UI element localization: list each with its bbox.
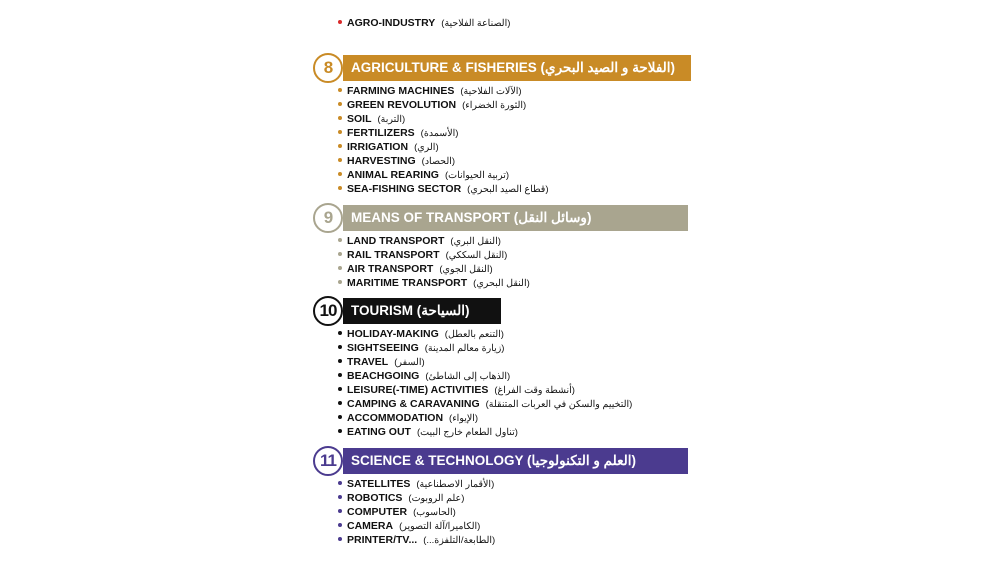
section-number-badge: 9 [313, 203, 343, 233]
bullet-icon [338, 130, 342, 134]
bullet-icon [338, 373, 342, 377]
list-item: SIGHTSEEING (زيارة معالم المدينة) [338, 342, 504, 355]
list-item: FARMING MACHINES (الآلات الفلاحية) [338, 85, 522, 98]
list-item: AIR TRANSPORT (النقل الجوي) [338, 263, 493, 276]
bullet-icon [338, 186, 342, 190]
list-item: LAND TRANSPORT (النقل البري) [338, 235, 501, 248]
bullet-icon [338, 537, 342, 541]
bullet-icon [338, 116, 342, 120]
bullet-icon [338, 252, 342, 256]
list-item: COMPUTER (الحاسوب) [338, 506, 456, 519]
list-item: BEACHGOING (الذهاب إلى الشاطئ) [338, 370, 510, 383]
list-item: ROBOTICS (علم الروبوت) [338, 492, 464, 505]
list-item: SOIL (التربة) [338, 113, 405, 126]
bullet-icon [338, 331, 342, 335]
list-item: CAMPING & CARAVANING (التخييم والسكن في العربات المتنقلة) [338, 398, 632, 411]
list-item: EATING OUT (تناول الطعام خارج البيت) [338, 426, 518, 439]
section-number-badge: 10 [313, 296, 343, 326]
bullet-icon [338, 401, 342, 405]
list-item: CAMERA (الكاميرا/آلة التصوير) [338, 520, 480, 533]
bullet-icon [338, 238, 342, 242]
list-item: PRINTER/TV... (الطابعة/التلفزة...) [338, 534, 495, 547]
list-item: ACCOMMODATION (الإيواء) [338, 412, 478, 425]
list-item: IRRIGATION (الري) [338, 141, 439, 154]
bullet-icon [338, 172, 342, 176]
bullet-icon [338, 20, 342, 24]
bullet-icon [338, 359, 342, 363]
list-item: ANIMAL REARING (تربية الحيوانات) [338, 169, 509, 182]
list-item-agro-industry: AGRO-INDUSTRY (الصناعة الفلاحية) [338, 17, 510, 30]
list-item: TRAVEL (السفر) [338, 356, 425, 369]
section-number-badge: 8 [313, 53, 343, 83]
bullet-icon [338, 429, 342, 433]
list-item: HOLIDAY-MAKING (التنعم بالعطل) [338, 328, 504, 341]
list-item: SEA-FISHING SECTOR (قطاع الصيد البحري) [338, 183, 549, 196]
bullet-icon [338, 345, 342, 349]
bullet-icon [338, 88, 342, 92]
list-item: MARITIME TRANSPORT (النقل البحري) [338, 277, 530, 290]
bullet-icon [338, 415, 342, 419]
bullet-icon [338, 102, 342, 106]
bullet-icon [338, 266, 342, 270]
section-number-badge: 11 [313, 446, 343, 476]
bullet-icon [338, 144, 342, 148]
bullet-icon [338, 495, 342, 499]
list-item: HARVESTING (الحصاد) [338, 155, 455, 168]
bullet-icon [338, 280, 342, 284]
bullet-icon [338, 158, 342, 162]
section-title: TOURISM (السياحة) [351, 303, 470, 318]
list-item: LEISURE(-TIME) ACTIVITIES (أنشطة وقت الفراغ) [338, 384, 575, 397]
bullet-icon [338, 509, 342, 513]
section-title: SCIENCE & TECHNOLOGY (العلم و التكنولوجيا) [351, 453, 636, 468]
list-item: FERTILIZERS (الأسمدة) [338, 127, 458, 140]
section-title: MEANS OF TRANSPORT (وسائل النقل) [351, 210, 592, 225]
bullet-icon [338, 387, 342, 391]
list-item: SATELLITES (الأقمار الاصطناعية) [338, 478, 494, 491]
bullet-icon [338, 481, 342, 485]
list-item: GREEN REVOLUTION (الثورة الخضراء) [338, 99, 526, 112]
list-item: RAIL TRANSPORT (النقل السككي) [338, 249, 507, 262]
section-title: AGRICULTURE & FISHERIES (الفلاحة و الصيد البحري) [351, 60, 676, 75]
bullet-icon [338, 523, 342, 527]
